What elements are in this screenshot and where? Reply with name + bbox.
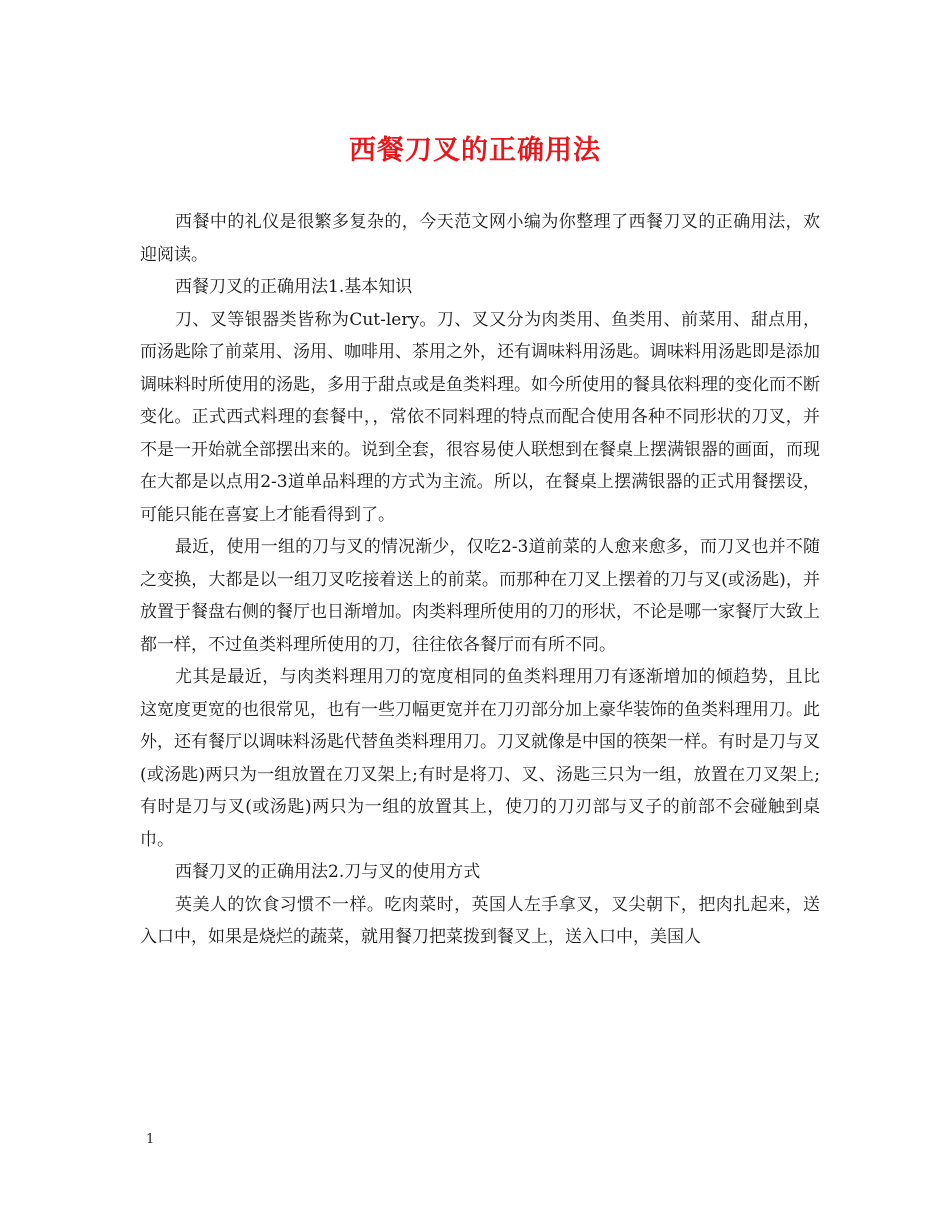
page-number: 1 xyxy=(146,1132,155,1147)
paragraph-usage: 英美人的饮食习惯不一样。吃肉菜时，英国人左手拿叉，叉尖朝下，把肉扎起来，送入口中，如果是烧烂的蔬菜，就用餐刀把菜拨到餐叉上，送入口中，美国人 xyxy=(140,894,820,947)
section-heading-basics: 西餐刀叉的正确用法1.基本知识 xyxy=(175,277,413,297)
section-heading-usage: 西餐刀叉的正确用法2.刀与叉的使用方式 xyxy=(175,862,481,882)
document-title: 西餐刀叉的正确用法 xyxy=(349,135,601,166)
document-body xyxy=(140,206,820,954)
paragraph-basics: 刀、叉等银器类皆称为Cut-lery。刀、叉又分为肉类用、鱼类用、前菜用、甜点用，而汤匙除了前菜用、汤用、咖啡用、茶用之外，还有调味料用汤匙。调味料用汤匙即是添加调味料时所使用的汤匙，多用于甜点或是鱼类料理。如今所使用的餐具依料理的变化而不断变化。正式西式料理的套餐中，，常依不同料理的特点而配合使用各种不同形状的刀叉，并不是一开始就全部摆出来的。说到全套，很容易使人联想到在餐桌上摆满银器的画面，而现在大都是以点用2-3道单品料理的方式为主流。所以，在餐桌上摆满银器的正式用餐摆设，可能只能在喜宴上才能看得到了。 xyxy=(140,309,820,525)
paragraph-fish-knife: 尤其是最近，与肉类料理用刀的宽度相同的鱼类料理用刀有逐渐增加的倾趋势，且比这宽度更宽的也很常见，也有一些刀幅更宽并在刀刃部分加上豪华装饰的鱼类料理用刀。此外，还有餐厅以调味料汤匙代替鱼类料理用刀。刀叉就像是中国的筷架一样。有时是刀与叉(或汤匙)两只为一组放置在刀叉架上;有时是将刀、叉、汤匙三只为一组，放置在刀叉架上;有时是刀与叉(或汤匙)两只为一组的放置其上，使刀的刀刃部与叉子的前部不会碰触到桌巾。 xyxy=(140,667,820,850)
paragraph-recent-trend: 最近，使用一组的刀与叉的情况渐少，仅吃2-3道前菜的人愈来愈多，而刀叉也并不随之变换，大都是以一组刀叉吃接着送上的前菜。而那种在刀叉上摆着的刀与叉(或汤匙)，并放置于餐盘右侧的餐厅也日渐增加。肉类料理所使用的刀的形状，不论是哪一家餐厅大致上都一样，不过鱼类料理所使用的刀，往往依各餐厅而有所不同。 xyxy=(140,537,820,655)
paragraph-intro: 西餐中的礼仪是很繁多复杂的，今天范文网小编为你整理了西餐刀叉的正确用法，欢迎阅读。 xyxy=(140,212,820,265)
